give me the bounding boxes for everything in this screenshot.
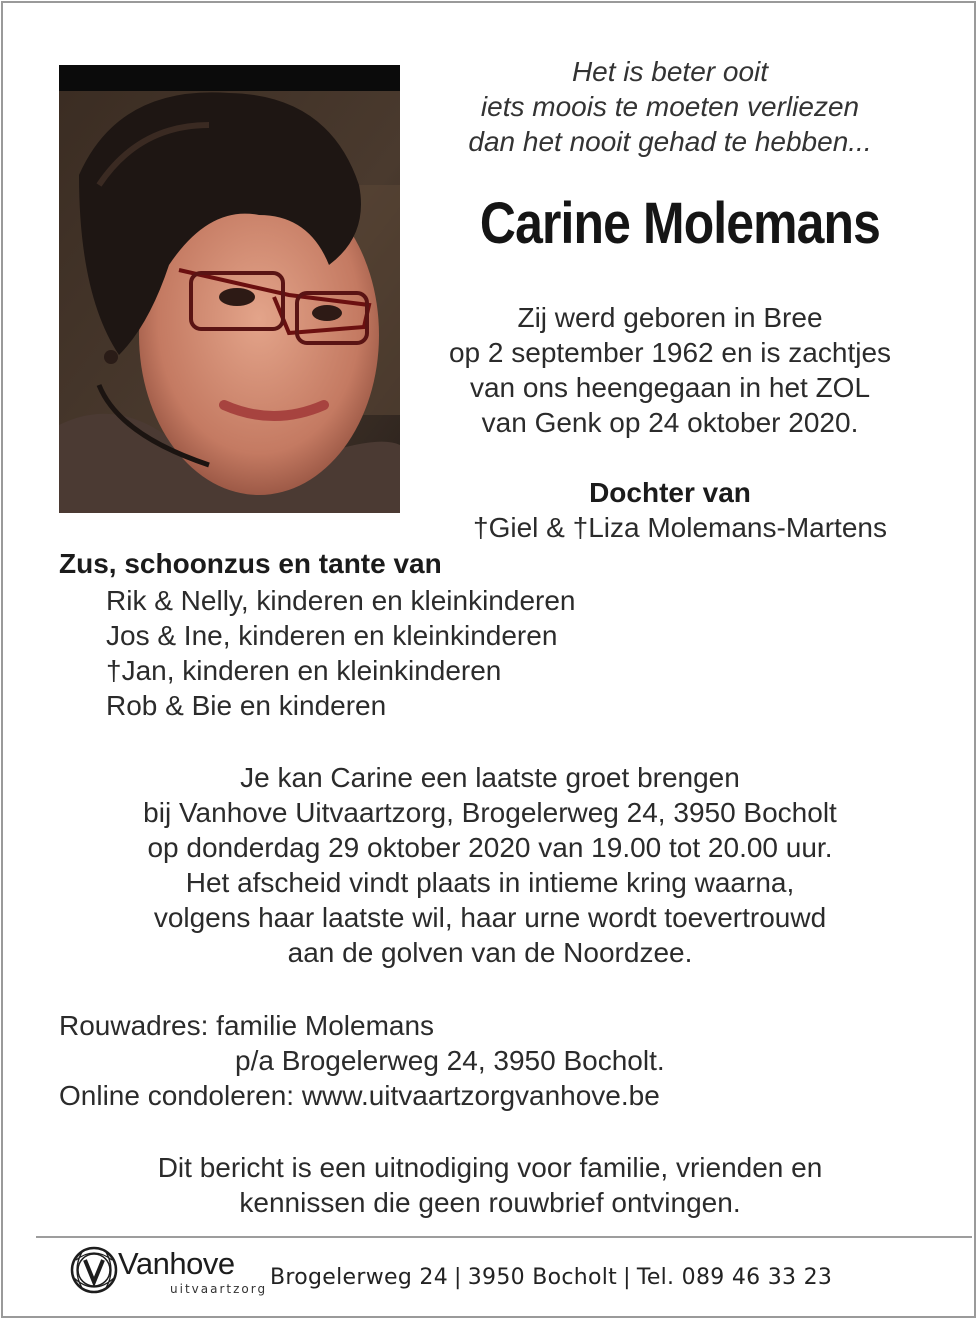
daughter-heading: Dochter van <box>589 477 751 508</box>
vanhove-logo <box>68 1242 268 1298</box>
text-line: bij Vanhove Uitvaartzorg, Brogelerweg 24, 3950 Bocholt <box>143 797 837 828</box>
footer-street: Brogelerweg 24 <box>270 1265 448 1290</box>
invitation-notice <box>40 1150 940 1220</box>
quote-line: Het is beter ooit <box>571 56 769 87</box>
online-condolence-line: Online condoleren: www.uitvaartzorgvanhove.be <box>59 1080 660 1111</box>
list-item: †Jan, kinderen en kleinkinderen <box>106 655 502 686</box>
visitation-text <box>40 760 940 970</box>
footer-divider <box>36 1236 972 1238</box>
text-line: van Genk op 24 oktober 2020. <box>481 407 859 438</box>
text-line: kennissen die geen rouwbrief ontvingen. <box>239 1187 741 1218</box>
footer-city: 3950 Bocholt <box>467 1265 618 1290</box>
address-line: Rouwadres: familie Molemans <box>59 1010 435 1041</box>
vanhove-emblem-icon <box>68 1242 120 1298</box>
logo-subtitle: uitvaartzorg <box>170 1282 268 1296</box>
footer-contact <box>270 1265 832 1290</box>
siblings-heading: Zus, schoonzus en tante van <box>59 548 442 579</box>
text-line: Zij werd geboren in Bree <box>517 302 823 333</box>
parents-names: †Giel & †Liza Molemans-Martens <box>473 512 887 543</box>
portrait-photo <box>59 65 400 513</box>
list-item: Rik & Nelly, kinderen en kleinkinderen <box>106 585 576 616</box>
mourning-address <box>59 1008 665 1113</box>
text-line: Het afscheid vindt plaats in intieme kring waarna, <box>185 867 795 898</box>
birth-death-text <box>405 300 935 440</box>
quote-line: iets moois te moeten verliezen <box>480 91 860 122</box>
siblings-list <box>106 583 576 723</box>
text-line: aan de golven van de Noordzee. <box>287 937 693 968</box>
footer-separator: | <box>454 1265 462 1290</box>
text-line: volgens haar laatste wil, haar urne wordt toevertrouwd <box>153 902 827 933</box>
text-line: op donderdag 29 oktober 2020 van 19.00 tot 20.00 uur. <box>147 832 833 863</box>
address-line: p/a Brogelerweg 24, 3950 Bocholt. <box>235 1045 665 1076</box>
quote-line: dan het nooit gehad te hebben... <box>468 126 872 157</box>
text-line: op 2 september 1962 en is zachtjes <box>448 337 892 368</box>
text-line: van ons heengegaan in het ZOL <box>469 372 871 403</box>
list-item: Rob & Bie en kinderen <box>106 690 387 721</box>
deceased-name: Carine Molemans <box>479 191 881 256</box>
footer-separator: | <box>623 1265 631 1290</box>
text-line: Dit bericht is een uitnodiging voor familie, vrienden en <box>157 1152 823 1183</box>
list-item: Jos & Ine, kinderen en kleinkinderen <box>106 620 558 651</box>
logo-name: Vanhove <box>118 1246 235 1281</box>
footer-phone: Tel. 089 46 33 23 <box>636 1265 833 1290</box>
memorial-quote <box>420 54 920 159</box>
text-line: Je kan Carine een laatste groet brengen <box>240 762 740 793</box>
